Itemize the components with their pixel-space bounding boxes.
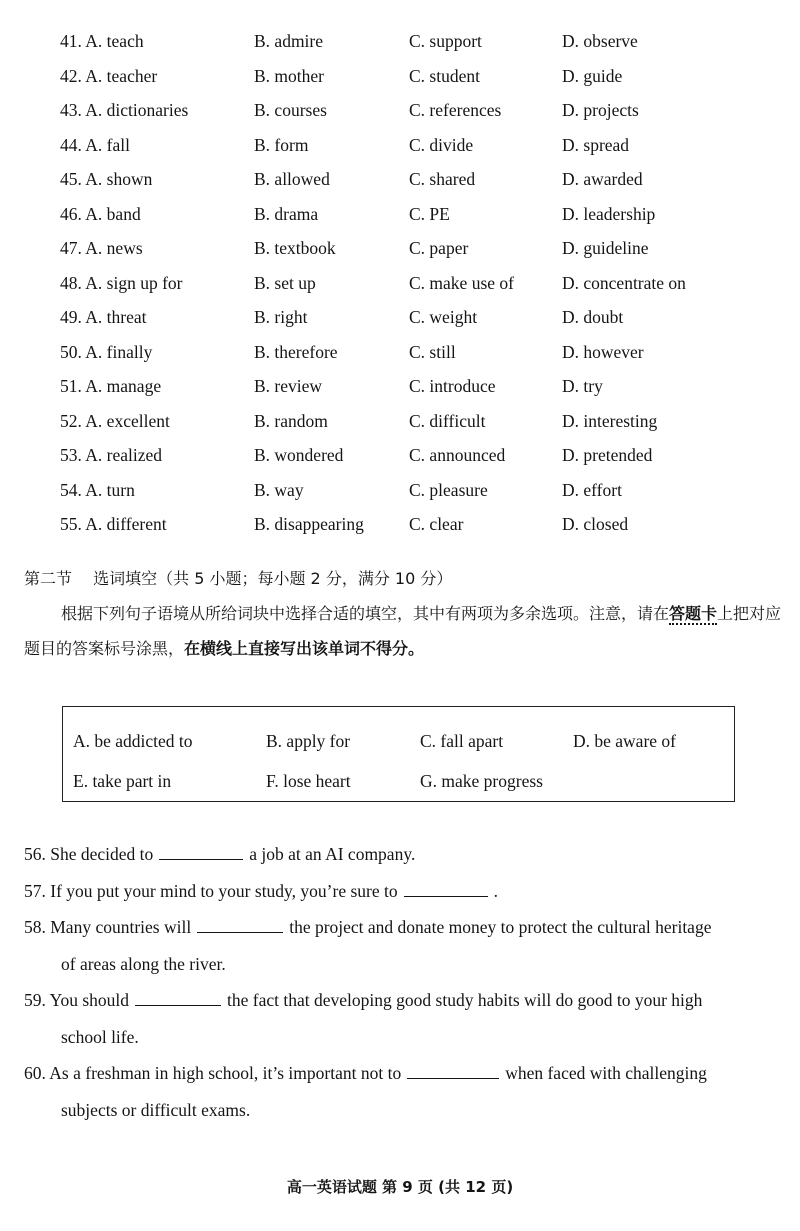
option-b: B. set up [254,272,316,293]
section-subtitle: 选词填空（共 5 小题；每小题 2 分，满分 10 分） [93,569,453,588]
option-b: B. courses [254,100,327,120]
word-option: D. be aware of [573,731,677,751]
question-text: the project and donate money to protect the cultural heritage [289,917,712,937]
option-d: D. guideline [562,238,649,258]
option-d: D. closed [562,514,629,534]
option-b: B. form [254,134,309,155]
answer-blank[interactable] [135,1004,221,1006]
option-d: D. doubt [562,307,624,327]
question-59 [24,982,780,1055]
section-heading [24,566,452,589]
option-row-50 [60,335,780,370]
option-a: 45. A. shown [60,169,153,189]
option-d: D. projects [562,100,639,120]
option-row-47 [60,231,780,266]
word-option: F. lose heart [266,771,351,791]
option-c: C. divide [409,134,474,155]
option-d: D. pretended [562,445,653,465]
option-a: 47. A. news [60,238,143,258]
option-row-54 [60,473,780,508]
word-bank-row [63,721,734,761]
option-c: C. paper [409,238,469,258]
option-a: 54. A. turn [60,479,135,500]
question-continuation: school life. [61,1026,139,1047]
option-row-46 [60,197,780,232]
option-a: 52. A. excellent [60,410,170,431]
option-row-43 [60,93,780,128]
option-d: D. awarded [562,169,643,189]
option-c: C. student [409,65,480,86]
option-a: 50. A. finally [60,341,153,362]
option-c: C. clear [409,514,464,534]
option-row-45 [60,162,780,197]
option-a: 41. A. teach [60,31,144,51]
option-c: C. weight [409,307,478,327]
word-option: G. make progress [420,771,543,791]
option-c: C. announced [409,445,506,465]
option-a: 49. A. threat [60,307,147,327]
option-row-49 [60,300,780,335]
answer-blank[interactable] [407,1077,499,1079]
question-60 [24,1055,780,1128]
option-row-52 [60,404,780,439]
word-bank [62,706,735,802]
option-d: D. spread [562,134,630,155]
word-option: A. be addicted to [73,731,193,751]
answer-card-emphasis: 答题卡 [669,604,718,623]
option-a: 55. A. different [60,514,167,534]
question-continuation: of areas along the river. [61,953,226,974]
option-b: B. right [254,307,308,327]
question-58 [24,909,780,982]
option-d: D. effort [562,479,622,500]
option-b: B. wondered [254,445,344,465]
option-d: D. guide [562,65,623,86]
option-b: B. way [254,479,304,500]
option-a: 53. A. realized [60,445,163,465]
option-c: C. pleasure [409,479,488,500]
option-c: C. still [409,341,456,362]
option-d: D. interesting [562,410,658,431]
option-d: D. concentrate on [562,272,686,293]
option-c: C. make use of [409,272,514,293]
question-text: when faced with challenging [505,1063,707,1083]
option-c: C. difficult [409,410,486,431]
question-text: . [493,880,498,901]
question-text: 59. You should [24,990,130,1010]
option-row-41 [60,24,780,59]
question-continuation: subjects or difficult exams. [61,1099,251,1120]
option-c: C. PE [409,203,450,224]
option-b: B. disappearing [254,514,364,534]
option-row-53 [60,438,780,473]
fill-in-questions [24,836,780,1128]
option-row-55 [60,507,780,542]
word-option: C. fall apart [420,731,504,751]
option-a: 51. A. manage [60,376,162,396]
option-d: D. leadership [562,203,656,224]
section-instructions [24,596,784,666]
option-a: 43. A. dictionaries [60,100,189,120]
option-row-51 [60,369,780,404]
option-row-44 [60,128,780,163]
word-bank-row [63,761,734,801]
option-b: B. mother [254,65,324,86]
option-a: 46. A. band [60,203,141,224]
option-d: D. try [562,376,603,396]
option-b: B. random [254,410,328,431]
option-c: C. references [409,100,502,120]
page-footer: 高一英语试题 第 9 页 (共 12 页) [286,1178,514,1196]
question-text: 57. If you put your mind to your study, you’re sure to [24,880,398,901]
option-row-48 [60,266,780,301]
instruction-text-2: 上把对应题目的答案标号涂黑， [24,604,782,658]
multiple-choice-options [60,24,780,542]
instruction-text: 根据下列句子语境从所给词块中选择合适的填空，其中有两项为多余选项。注意，请在 [61,604,670,623]
option-a: 48. A. sign up for [60,272,183,293]
question-56 [24,836,780,873]
option-c: C. shared [409,169,476,189]
answer-blank[interactable] [197,931,283,933]
section-title: 第二节 [24,569,73,588]
option-b: B. admire [254,31,324,51]
word-option: B. apply for [266,731,351,751]
option-c: C. support [409,31,482,51]
option-c: C. introduce [409,376,496,396]
question-text: a job at an AI company. [249,844,416,864]
answer-blank[interactable] [404,895,488,897]
option-b: B. review [254,376,323,396]
option-b: B. textbook [254,238,336,258]
question-text: the fact that developing good study habits will do good to your high [227,990,703,1010]
option-d: D. observe [562,31,638,51]
option-b: B. allowed [254,169,330,189]
option-a: 44. A. fall [60,134,130,155]
question-text: 58. Many countries will [24,917,192,937]
instruction-warning: 在横线上直接写出该单词不得分。 [184,639,425,658]
question-text: 56. She decided to [24,844,154,864]
answer-blank[interactable] [159,858,243,860]
option-row-42 [60,59,780,94]
option-b: B. therefore [254,341,338,362]
option-a: 42. A. teacher [60,65,158,86]
option-d: D. however [562,341,644,362]
question-57 [24,873,780,910]
question-text: 60. As a freshman in high school, it’s important not to [24,1063,402,1083]
word-option: E. take part in [73,771,172,791]
option-b: B. drama [254,203,319,224]
